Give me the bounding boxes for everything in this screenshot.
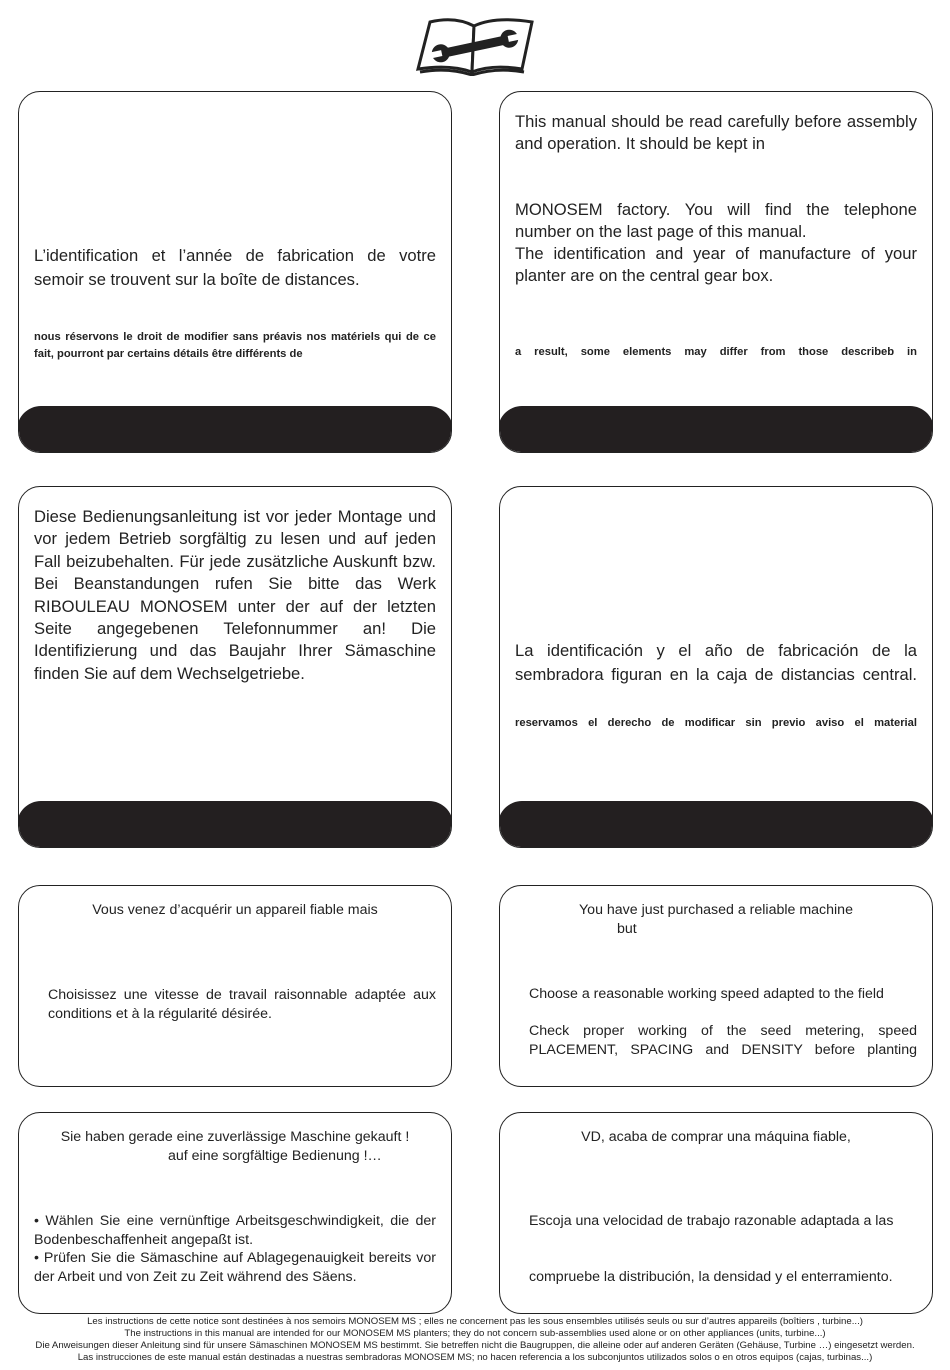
panel-english-tips: [499, 885, 933, 1087]
footer-note-english: The instructions in this manual are intended for our MONOSEM MS planters; they do not concern sub-assemblies used alone or on other appliances (units, turbine...): [124, 1328, 826, 1339]
spanish-rights-text: reservamos el derecho de modificar sin previo aviso el material: [515, 717, 917, 729]
footer-note-french: Les instructions de cette notice sont destinées à nos semoirs MONOSEM MS ; elles ne concernent pas les sous ensembles utilisés seuls ou sur d’autres appareils (boîtiers , turbine...): [87, 1316, 863, 1327]
panel-french-tips: [18, 885, 452, 1087]
spanish-identification-text: La identificación y el año de fabricación de la sembradora figuran en la caja de distancias central.: [515, 641, 917, 684]
german-intro-line2: auf eine sorgfältige Bedienung !…: [168, 1148, 382, 1164]
french-rights-text: nous réservons le droit de modifier sans préavis nos matériels qui de ce fait, pourront par certains détails être différents de: [34, 331, 436, 360]
footer-note-spanish: Las instrucciones de este manual están destinadas a nuestras sembradoras MONOSEM MS; no hacen referencia a los subconjuntos utilizados solos o en otros equipos (cajas, turbinas...): [77, 1352, 873, 1363]
german-bullet-speed: • Wählen Sie eine vernünftige Arbeitsgeschwindigkeit, die der Bodenbeschaffenheit angepaßt ist.: [34, 1213, 436, 1248]
spanish-intro-text: VD, acaba de comprar una máquina fiable,: [581, 1129, 851, 1145]
english-speed-text: Choose a reasonable working speed adapted to the field: [529, 986, 884, 1002]
panel-german-tips: [18, 1112, 452, 1314]
german-intro-line1: Sie haben gerade eine zuverlässige Maschine gekauft !: [60, 1129, 410, 1145]
french-intro-text: Vous venez d’acquérir un appareil fiable mais: [92, 902, 378, 918]
panel-spanish-tips: [499, 1112, 933, 1314]
panel-bar: [499, 406, 933, 453]
panel-bar: [499, 801, 933, 848]
english-read-text: This manual should be read carefully before assembly and operation. It should be kept in: [515, 112, 917, 153]
french-identification-text: L’identification et l’année de fabrication de votre semoir se trouvent sur la boîte de distances.: [34, 246, 436, 289]
panel-english-info: [499, 91, 933, 453]
english-intro-line2: but: [617, 921, 637, 937]
french-speed-text: Choisissez une vitesse de travail raisonnable adaptée aux conditions et à la régularité désirée.: [48, 987, 436, 1022]
panel-german-info: [18, 486, 452, 848]
english-check-text: Check proper working of the seed metering, speed PLACEMENT, SPACING and DENSITY before planting: [529, 1023, 917, 1058]
panel-bar: [18, 406, 452, 453]
german-body-text: Diese Bedienungsanleitung ist vor jeder Montage und vor jedem Betrieb sorgfältig zu lesen und auf jeden Fall beizubehalten. Für jede zusätzliche Auskunft bzw. Bei Beanstandungen rufen Sie bitte das Werk RIBOULEAU MONOSEM unter der auf der letzten Seite angegebenen Telefonnummer an! Die Identifizierung und das Baujahr Ihrer Sämaschine finden Sie auf dem Wechselgetriebe.: [34, 507, 436, 683]
german-bullet-check: • Prüfen Sie die Sämaschine auf Ablagegenauigkeit bereits vor der Arbeit und von Zeit zu Zeit während des Säens.: [34, 1250, 436, 1285]
spanish-speed-text: Escoja una velocidad de trabajo razonable adaptada a las: [529, 1213, 894, 1229]
english-identification-text: The identification and year of manufacture of your planter are on the central gear box.: [515, 244, 917, 285]
spanish-check-text: compruebe la distribución, la densidad y el enterramiento.: [529, 1269, 893, 1285]
footer-note-german: Die Anweisungen dieser Anleitung sind für unsere Sämaschinen MONOSEM MS bestimmt. Sie betreffen nicht die Baugruppen, die alleine oder auf anderen Geräten (Gehäuse, Turbine …) eingesetzt werden.: [35, 1340, 915, 1351]
panel-french-info: [18, 91, 452, 453]
panel-spanish-info: [499, 486, 933, 848]
panel-bar: [18, 801, 452, 848]
english-factory-text: MONOSEM factory. You will find the telephone number on the last page of this manual.: [515, 200, 917, 241]
manual-wrench-book-icon: [410, 14, 540, 76]
english-intro-line1: You have just purchased a reliable machine: [579, 902, 853, 918]
english-rights-text: a result, some elements may differ from those describeb in: [515, 346, 917, 358]
